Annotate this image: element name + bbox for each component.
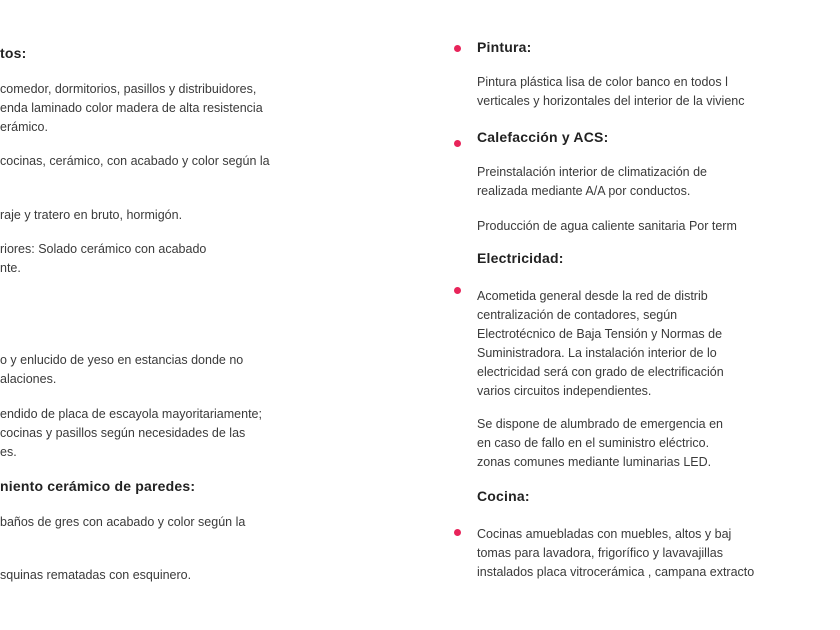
text-line: nte. <box>0 261 21 275</box>
text-line: es. <box>0 445 17 459</box>
text-line: squinas rematadas con esquinero. <box>0 568 192 582</box>
paragraph-revestimiento-esquinas <box>0 566 191 585</box>
text-line: o y enlucido de yeso en estancias donde no <box>0 353 244 367</box>
paragraph-climatizacion <box>477 163 707 201</box>
paragraph-agua-caliente <box>477 217 737 236</box>
paragraph-pavimentos-cocinas <box>0 152 270 171</box>
text-line: verticales y horizontales del interior de la vivienc <box>477 94 745 108</box>
text-line: cocinas y pasillos según necesidades de las <box>0 426 246 440</box>
paragraph-cocinas <box>477 525 754 582</box>
right-column <box>450 0 840 630</box>
text-line: instalados placa vitrocerámica , campana extracto <box>477 565 755 579</box>
text-line: raje y tratero en bruto, hormigón. <box>0 208 183 222</box>
paragraph-pavimentos-exteriores <box>0 240 206 278</box>
paragraph-paredes-yeso <box>0 351 243 389</box>
text-line: varios circuitos independientes. <box>477 384 652 398</box>
bullet-icon <box>454 45 461 52</box>
text-line: enda laminado color madera de alta resistencia <box>0 101 263 115</box>
section-heading-cocina: Cocina: <box>477 488 530 504</box>
text-line: Producción de agua caliente sanitaria Por term <box>477 219 737 233</box>
text-line: cocinas, cerámico, con acabado y color según la <box>0 154 270 168</box>
text-line: Suministradora. La instalación interior de lo <box>477 346 717 360</box>
text-line: zonas comunes mediante luminarias LED. <box>477 455 712 469</box>
paragraph-pintura <box>477 73 745 111</box>
section-heading-calefaccion: Calefacción y ACS: <box>477 129 609 145</box>
text-line: electricidad será con grado de electrificación <box>477 365 724 379</box>
text-line: Electrotécnico de Baja Tensión y Normas de <box>477 327 723 341</box>
text-line: Pintura plástica lisa de color banco en todos l <box>477 75 728 89</box>
text-line: centralización de contadores, según <box>477 308 678 322</box>
text-line: en caso de fallo en el suministro eléctrico. <box>477 436 710 450</box>
text-line: Acometida general desde la red de distrib <box>477 289 708 303</box>
paragraph-pavimentos-garaje <box>0 206 182 225</box>
section-heading-revestimiento: niento cerámico de paredes: <box>0 478 196 494</box>
bullet-icon <box>454 529 461 536</box>
text-line: endido de placa de escayola mayoritariamente; <box>0 407 262 421</box>
section-heading-pintura: Pintura: <box>477 39 532 55</box>
text-line: baños de gres con acabado y color según la <box>0 515 246 529</box>
bullet-icon <box>454 140 461 147</box>
text-line: Cocinas amuebladas con muebles, altos y baj <box>477 527 732 541</box>
paragraph-techos-escayola <box>0 405 262 462</box>
text-line: Se dispone de alumbrado de emergencia en <box>477 417 724 431</box>
paragraph-pavimentos-estancias <box>0 80 263 137</box>
text-line: erámico. <box>0 120 48 134</box>
text-line: tomas para lavadora, frigorífico y lavavajillas <box>477 546 723 560</box>
section-heading-electricidad: Electricidad: <box>477 250 564 266</box>
paragraph-alumbrado-emergencia <box>477 415 723 472</box>
section-heading-pavimentos: tos: <box>0 45 27 61</box>
text-line: realizada mediante A/A por conductos. <box>477 184 691 198</box>
text-line: Preinstalación interior de climatización de <box>477 165 707 179</box>
paragraph-revestimiento-banos <box>0 513 245 532</box>
text-line: alaciones. <box>0 372 57 386</box>
text-line: riores: Solado cerámico con acabado <box>0 242 207 256</box>
text-line: comedor, dormitorios, pasillos y distribuidores, <box>0 82 257 96</box>
bullet-icon <box>454 287 461 294</box>
paragraph-acometida <box>477 287 724 401</box>
